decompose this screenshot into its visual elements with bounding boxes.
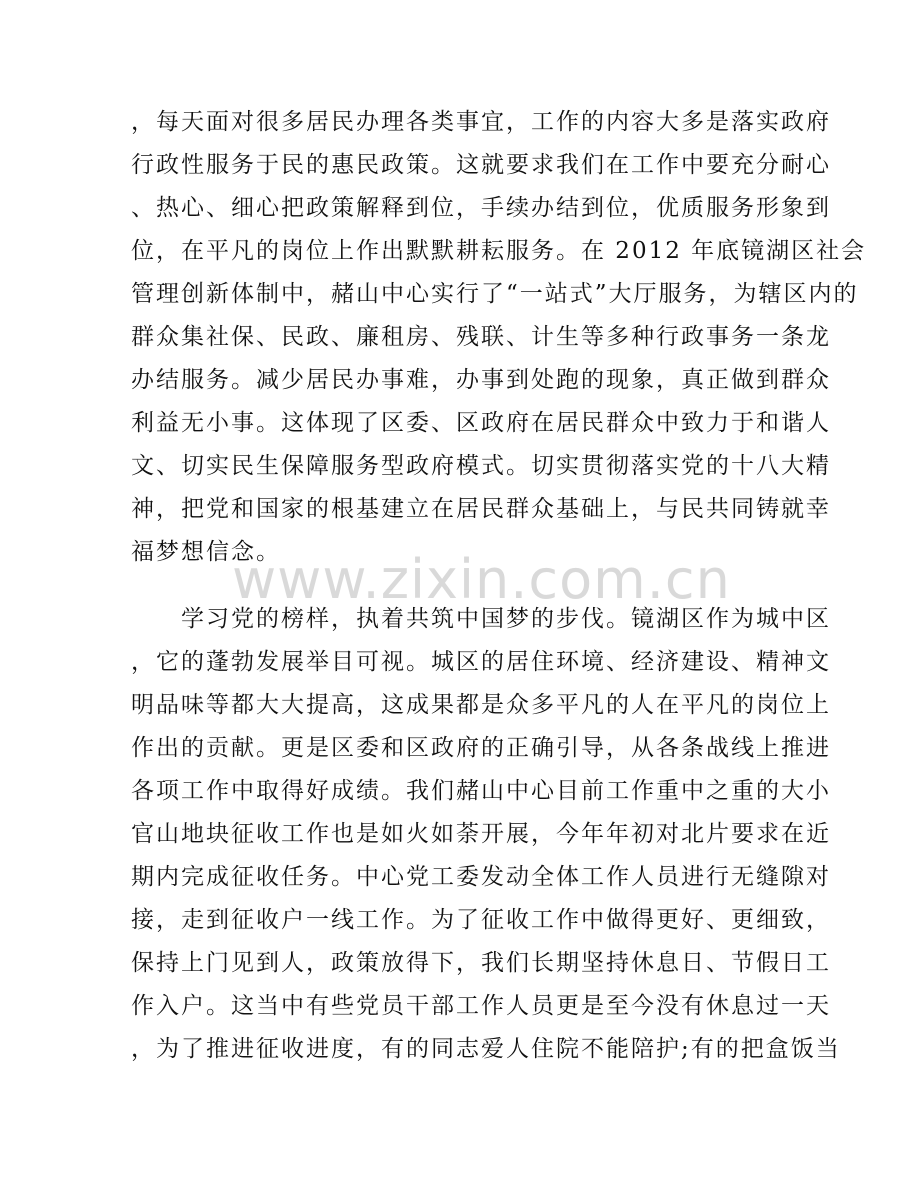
- text-line: 保持上门见到人，政策放得下，我们长期坚持休息日、节假日工: [131, 950, 831, 976]
- text-line: 接，走到征收户一线工作。为了征收工作中做得更好、更细致，: [131, 907, 831, 933]
- text-line: 官山地块征收工作也是如火如荼开展，今年年初对北片要求在近: [131, 821, 831, 847]
- text-line: 期内完成征收任务。中心党工委发动全体工作人员进行无缝隙对: [131, 864, 831, 890]
- watermark: www.zixin.com.cn: [232, 548, 731, 611]
- text-line: 明品味等都大大提高，这成果都是众多平凡的人在平凡的岗位上: [131, 692, 831, 718]
- text-line: 管理创新体制中，赭山中心实行了“一站式”大厅服务，为辖区内的: [131, 281, 859, 307]
- text-line: 办结服务。减少居民办事难，办事到处跑的现象，真正做到群众: [131, 367, 831, 393]
- text-line: 各项工作中取得好成绩。我们赭山中心目前工作重中之重的大小: [131, 778, 831, 804]
- text-line: 神，把党和国家的根基建立在居民群众基础上，与民共同铸就幸: [131, 496, 831, 522]
- text-line: 文、切实民生保障服务型政府模式。切实贯彻落实党的十八大精: [131, 453, 831, 479]
- text-line: 作出的贡献。更是区委和区政府的正确引导，从各条战线上推进: [131, 735, 831, 761]
- text-line: 学习党的榜样，执着共筑中国梦的步伐。镜湖区作为城中区: [131, 606, 831, 632]
- text-line: 行政性服务于民的惠民政策。这就要求我们在工作中要充分耐心: [131, 152, 831, 178]
- text-line: 福梦想信念。: [131, 539, 281, 565]
- text-line: ，它的蓬勃发展举目可视。城区的居住环境、经济建设、精神文: [131, 649, 831, 675]
- text-line: 位，在平凡的岗位上作出默默耕耘服务。在 2012 年底镜湖区社会: [131, 238, 867, 264]
- text-line: 作入户。这当中有些党员干部工作人员更是至今没有休息过一天: [131, 993, 831, 1019]
- text-line: 群众集社保、民政、廉租房、残联、计生等多种行政事务一条龙: [131, 324, 831, 350]
- text-line: 、热心、细心把政策解释到位，手续办结到位，优质服务形象到: [131, 195, 831, 221]
- text-line: 利益无小事。这体现了区委、区政府在居民群众中致力于和谐人: [131, 410, 831, 436]
- text-line: ，为了推进征收进度，有的同志爱人住院不能陪护;有的把盒饭当: [131, 1036, 841, 1062]
- text-line: ，每天面对很多居民办理各类事宜，工作的内容大多是落实政府: [131, 109, 831, 135]
